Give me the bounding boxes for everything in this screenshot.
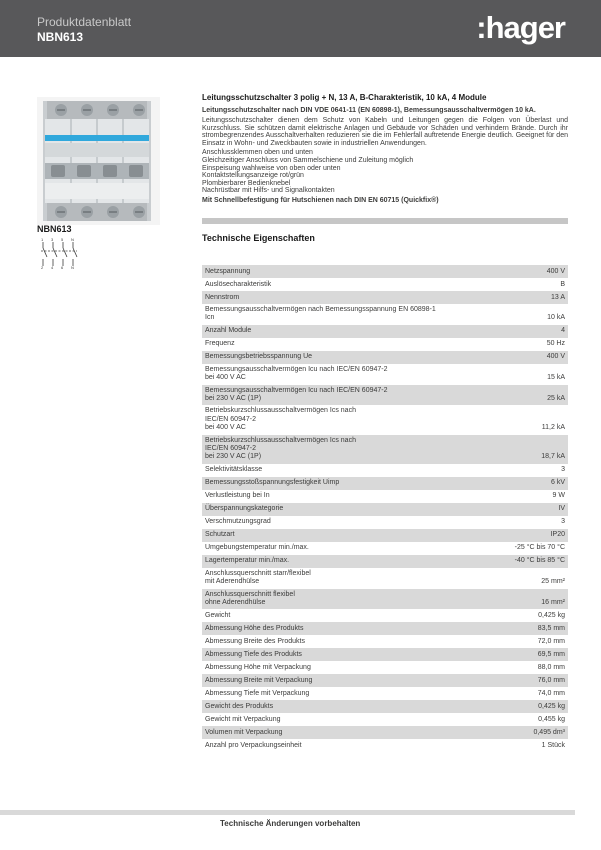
spec-row — [202, 265, 568, 278]
spec-value: -40 °C bis 85 °C — [514, 557, 565, 565]
wiring-diagram-icon — [37, 237, 85, 269]
spec-row — [202, 291, 568, 304]
product-description: Leitungsschutzschalter dienen dem Schutz von Kabeln und Leitungen gegen die Folgen von Überlast und Kurzschluss. Sie schützen damit elektrische Anlagen und Gebäude vor Schäden und verhindern Brände. Durch ihr strombegrenzendes Ausschaltverhalten reduzieren sie die im Fehlerfall auftretende Energie deutlich. Geeignet für den Einsatz in Wohn- und Zweckbauten sowie in industriellen Anwendungen. — [202, 117, 568, 147]
spec-label: Abmessung Breite des Produkts — [205, 638, 305, 646]
spec-value: 76,0 mm — [537, 677, 565, 685]
spec-value: 15 kA — [547, 374, 565, 382]
spec-row — [202, 364, 568, 385]
spec-value: 10 kA — [547, 314, 565, 322]
svg-text:5: 5 — [61, 237, 64, 242]
spec-row — [202, 490, 568, 503]
spec-value: 0,425 kg — [538, 703, 565, 711]
spec-label: Auslösecharakteristik — [205, 280, 272, 288]
spec-row — [202, 338, 568, 351]
divider-bar-bottom — [0, 810, 575, 815]
product-image-caption: NBN613 — [37, 224, 72, 234]
spec-label: Bemessungsausschaltvermögen Icu nach IEC/EN 60947-2 bei 230 V AC (1P) — [205, 386, 388, 402]
spec-row — [202, 589, 568, 610]
spec-row — [202, 674, 568, 687]
spec-label: Verlustleistung bei In — [205, 492, 270, 500]
spec-row — [202, 609, 568, 622]
feature-item: Kontaktstellungsanzeige rot/grün — [202, 172, 304, 180]
spec-row — [202, 700, 568, 713]
spec-row — [202, 351, 568, 364]
spec-label: Gewicht — [205, 612, 231, 620]
svg-text:4: 4 — [51, 265, 54, 269]
spec-row — [202, 464, 568, 477]
spec-row — [202, 622, 568, 635]
spec-label: Schutzart — [205, 531, 235, 539]
spec-value: 400 V — [546, 267, 565, 275]
feature-item: Anschlussklemmen oben und unten — [202, 149, 313, 157]
spec-row — [202, 648, 568, 661]
mcb-illustration — [37, 97, 160, 225]
spec-row — [202, 385, 568, 406]
spec-value: 25 kA — [547, 394, 565, 402]
spec-value: 1 Stück — [541, 742, 565, 750]
spec-label: Netzspannung — [205, 267, 251, 275]
spec-row — [202, 529, 568, 542]
spec-value: -25 °C bis 70 °C — [514, 544, 565, 552]
spec-value: 3 — [561, 466, 565, 474]
spec-value: 0,495 dm³ — [533, 729, 565, 737]
spec-label: Selektivitätsklasse — [205, 466, 263, 474]
spec-row — [202, 555, 568, 568]
spec-value: 400 V — [546, 353, 565, 361]
spec-row — [202, 568, 568, 589]
feature-item: Einspeisung wahlweise von oben oder unten — [202, 164, 341, 172]
spec-row — [202, 713, 568, 726]
spec-label: Nennstrom — [205, 293, 240, 301]
spec-label: Anzahl pro Verpackungseinheit — [205, 742, 302, 750]
svg-text:3: 3 — [51, 237, 54, 242]
spec-label: Bemessungsbetriebsspannung Ue — [205, 353, 313, 361]
spec-label: Betriebskurzschlussausschaltvermögen Ics nach IEC/EN 60947-2 bei 400 V AC — [205, 407, 356, 432]
spec-row — [202, 661, 568, 674]
spec-row — [202, 516, 568, 529]
spec-label: Anschlussquerschnitt starr/flexibel mit Aderendhülse — [205, 569, 311, 586]
svg-text:N: N — [71, 237, 74, 242]
spec-value: 74,0 mm — [537, 690, 565, 698]
spec-label: Betriebskurzschlussausschaltvermögen Ics nach IEC/EN 60947-2 bei 230 V AC (1P) — [205, 436, 356, 461]
svg-text:N: N — [71, 265, 74, 269]
spec-value: 3 — [561, 518, 565, 526]
spec-label: Abmessung Höhe mit Verpackung — [205, 664, 311, 672]
spec-value: 88,0 mm — [537, 664, 565, 672]
spec-value: 11,2 kA — [541, 424, 565, 432]
spec-value: 72,0 mm — [537, 638, 565, 646]
spec-row — [202, 687, 568, 700]
spec-value: B — [560, 280, 565, 288]
logo-text: hager — [485, 10, 565, 45]
spec-label: Überspannungskategorie — [205, 505, 284, 513]
spec-value: 69,5 mm — [537, 651, 565, 659]
spec-value: 9 W — [552, 492, 565, 500]
doc-type-label: Produktdatenblatt — [37, 15, 132, 29]
spec-value: 13 A — [550, 293, 565, 301]
product-intro: Leitungsschutzschalter nach DIN VDE 0641-11 (EN 60898-1), Bemessungsausschaltvermögen 10 kA. — [202, 107, 536, 114]
product-code: NBN613 — [37, 30, 84, 44]
spec-label: Bemessungsausschaltvermögen Icu nach IEC/EN 60947-2 bei 400 V AC — [205, 365, 388, 382]
spec-value: IV — [558, 505, 565, 513]
hager-logo — [476, 10, 565, 46]
spec-row — [202, 405, 568, 434]
spec-label: Gewicht des Produkts — [205, 703, 274, 711]
feature-item: Gleichzeitiger Anschluss von Sammelschiene und Zuleitung möglich — [202, 156, 414, 164]
spec-row — [202, 739, 568, 752]
spec-value: 50 Hz — [546, 340, 565, 348]
spec-value: 18,7 kA — [541, 453, 565, 461]
spec-label: Anschlussquerschnitt flexibel ohne Aderendhülse — [205, 590, 295, 607]
feature-item: Nachrüstbar mit Hilfs- und Signalkontakten — [202, 187, 335, 195]
spec-value: IP20 — [550, 531, 565, 539]
spec-label: Gewicht mit Verpackung — [205, 716, 281, 724]
svg-text:6: 6 — [61, 265, 64, 269]
spec-row — [202, 304, 568, 325]
spec-label: Abmessung Breite mit Verpackung — [205, 677, 313, 685]
product-note: Mit Schnellbefestigung für Hutschienen nach DIN EN 60715 (Quickfix®) — [202, 196, 439, 204]
spec-row — [202, 477, 568, 490]
spec-row — [202, 635, 568, 648]
spec-label: Abmessung Tiefe des Produkts — [205, 651, 302, 659]
spec-row — [202, 278, 568, 291]
spec-label: Volumen mit Verpackung — [205, 729, 283, 737]
feature-item: Plombierbarer Bedienknebel — [202, 179, 291, 187]
spec-table — [202, 265, 568, 753]
spec-value: 6 kV — [550, 479, 565, 487]
spec-label: Frequenz — [205, 340, 235, 348]
spec-row — [202, 726, 568, 739]
main-content — [202, 93, 568, 752]
spec-row — [202, 542, 568, 555]
spec-value: 25 mm² — [541, 578, 565, 586]
spec-label: Bemessungsstoßspannungsfestigkeit Uimp — [205, 479, 340, 487]
feature-list — [202, 149, 568, 195]
terminal-label: 1 — [41, 237, 44, 242]
spec-label: Verschmutzungsgrad — [205, 518, 271, 526]
product-title: Leitungsschutzschalter 3 polig + N, 13 A, B-Charakteristik, 10 kA, 4 Module — [202, 93, 487, 102]
spec-value: 0,425 kg — [538, 612, 565, 620]
spec-label: Lagertemperatur min./max. — [205, 557, 290, 565]
spec-row — [202, 325, 568, 338]
footer-note: Technische Änderungen vorbehalten — [220, 819, 361, 828]
product-photo — [37, 97, 160, 225]
spec-label: Umgebungstemperatur min./max. — [205, 544, 309, 552]
divider-bar-top — [202, 218, 568, 224]
spec-label: Abmessung Tiefe mit Verpackung — [205, 690, 310, 698]
spec-label: Anzahl Module — [205, 327, 252, 335]
spec-row — [202, 503, 568, 516]
spec-value: 83,5 mm — [537, 625, 565, 633]
spec-row — [202, 435, 568, 464]
spec-label: Abmessung Höhe des Produkts — [205, 625, 304, 633]
spec-value: 16 mm² — [541, 599, 565, 607]
spec-value: 4 — [561, 327, 565, 335]
wiring-diagram — [37, 237, 85, 269]
svg-text:2: 2 — [41, 265, 44, 269]
logo-colon-icon: : — [476, 10, 485, 45]
section-title: Technische Eigenschaften — [202, 232, 315, 243]
spec-value: 0,455 kg — [538, 716, 565, 724]
spec-label: Bemessungsausschaltvermögen nach Bemessungsspannung EN 60898-1 Icn — [205, 305, 436, 322]
header — [0, 0, 601, 57]
